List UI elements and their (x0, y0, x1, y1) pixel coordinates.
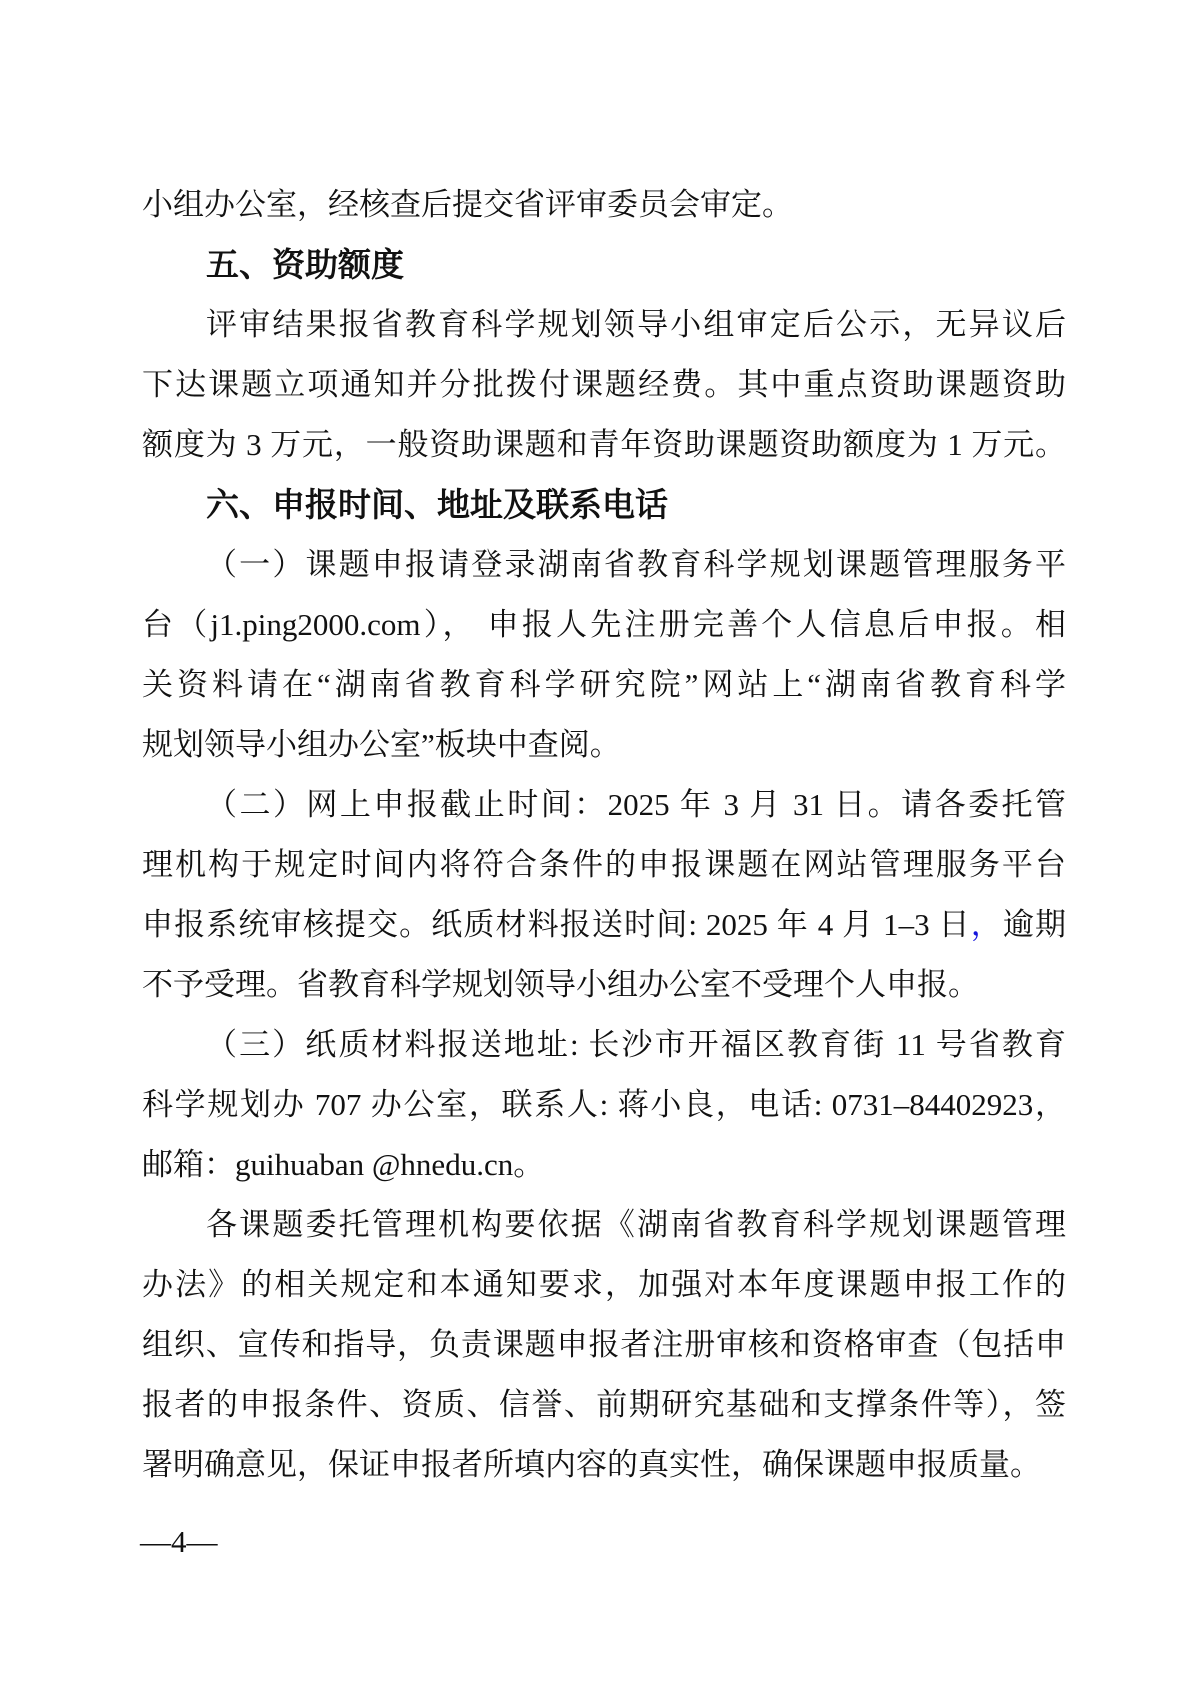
body-line: 署明确意见，保证申报者所填内容的真实性，确保课题申报质量。 (142, 1447, 1041, 1482)
body-text-segment: 逾期 (1002, 907, 1066, 942)
document-body (142, 175, 1066, 1495)
body-line: 规划领导小组办公室”板块中查阅。 (142, 727, 621, 762)
body-line: （一）课题申报请登录湖南省教育科学规划课题管理服务平 (206, 547, 1066, 582)
page-number: —4— (140, 1524, 218, 1559)
section-heading-6: 六、申报时间、地址及联系电话 (206, 486, 668, 523)
body-line: 理机构于规定时间内将符合条件的申报课题在网站管理服务平台 (142, 847, 1066, 882)
body-line-email: 邮箱：guihuaban @hnedu.cn。 (142, 1147, 545, 1182)
body-line: 组织、宣传和指导，负责课题申报者注册审核和资格审查（包括申 (142, 1327, 1066, 1362)
body-line: 不予受理。省教育科学规划领导小组办公室不受理个人申报。 (142, 967, 979, 1002)
highlighted-comma: ， (970, 907, 1003, 942)
body-line: 关资料请在“湖南省教育科学研究院”网站上“湖南省教育科学 (142, 667, 1066, 702)
section-heading-5: 五、资助额度 (206, 246, 404, 283)
body-line-with-highlight (142, 895, 1066, 955)
body-line: 各课题委托管理机构要依据《湖南省教育科学规划课题管理 (206, 1207, 1066, 1242)
body-text-segment: 申报系统审核提交。纸质材料报送时间: 2025 年 4 月 1–3 日 (142, 907, 971, 942)
body-line: 下达课题立项通知并分批拨付课题经费。其中重点资助课题资助 (142, 367, 1066, 402)
body-line: 报者的申报条件、资质、信誉、前期研究基础和支撑条件等），签 (142, 1387, 1066, 1422)
body-line: 额度为 3 万元，一般资助课题和青年资助课题资助额度为 1 万元。 (142, 427, 1066, 462)
body-line: 办法》的相关规定和本通知要求，加强对本年度课题申报工作的 (142, 1267, 1066, 1302)
body-line: 科学规划办 707 办公室，联系人: 蒋小良，电话: 0731–84402923， (142, 1087, 1066, 1122)
body-line: 小组办公室，经核查后提交省评审委员会审定。 (142, 187, 793, 222)
body-line: 评审结果报省教育科学规划领导小组审定后公示，无异议后 (206, 307, 1066, 342)
body-line: （三）纸质材料报送地址: 长沙市开福区教育街 11 号省教育 (206, 1027, 1066, 1062)
body-line: 台（j1.ping2000.com）， 申报人先注册完善个人信息后申报。相 (142, 607, 1066, 642)
body-line: （二）网上申报截止时间：2025 年 3 月 31 日。请各委托管 (206, 787, 1066, 822)
